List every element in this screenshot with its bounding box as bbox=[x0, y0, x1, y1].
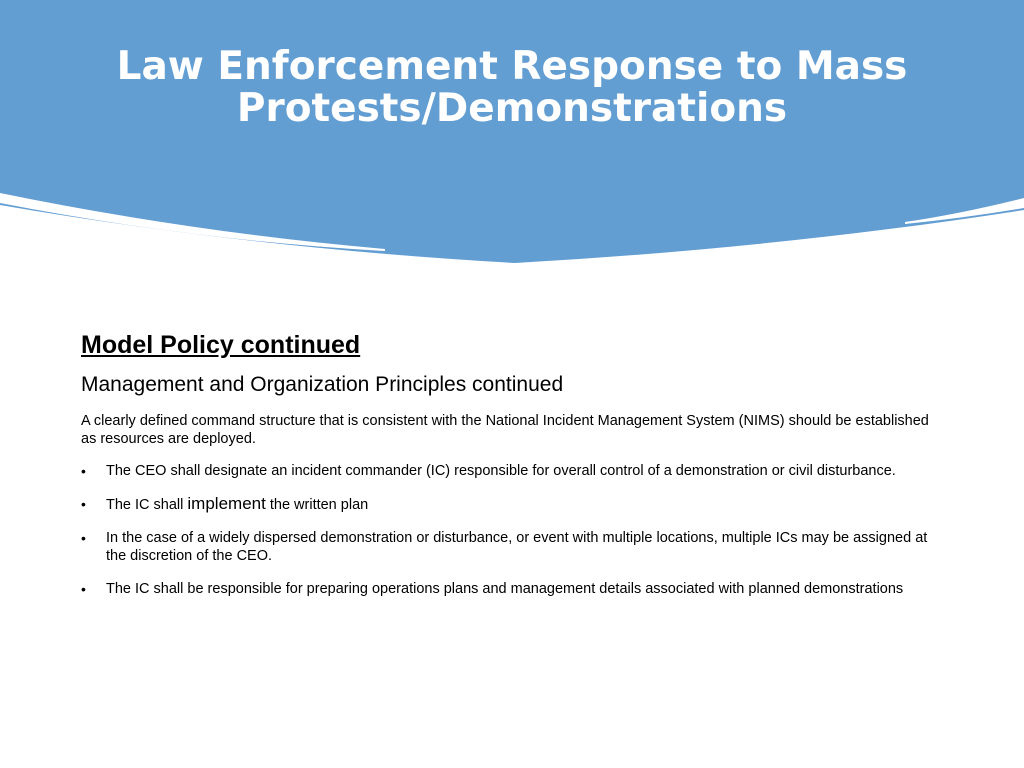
bullet-text: The CEO shall designate an incident commander (IC) responsible for overall control of a demonstration or civil disturbance. bbox=[106, 463, 896, 479]
section-heading: Model Policy continued bbox=[81, 331, 361, 359]
bullet-icon: • bbox=[81, 581, 86, 597]
bullet-item bbox=[81, 580, 931, 598]
slide-title: Law Enforcement Response to Mass Protests/Demonstrations bbox=[116, 44, 908, 131]
bullet-icon: • bbox=[81, 530, 86, 546]
bullet-text-suffix: the written plan bbox=[265, 497, 369, 513]
bullet-icon: • bbox=[81, 496, 86, 512]
bullet-icon: • bbox=[81, 463, 86, 479]
bullet-text: In the case of a widely dispersed demonstration or disturbance, or event with multiple locations, multiple ICs may be assigned at the discretion of the CEO. bbox=[106, 530, 928, 564]
header-wave-shape bbox=[0, 0, 1024, 270]
bullet-text: The IC shall be responsible for preparing operations plans and management details associated with planned demonstrations bbox=[106, 581, 904, 597]
bullet-emphasis: implement bbox=[187, 494, 266, 513]
slide-content bbox=[81, 330, 931, 613]
header-banner bbox=[0, 0, 1024, 270]
intro-paragraph: A clearly defined command structure that is consistent with the National Incident Management System (NIMS) should be established as resources are deployed. bbox=[81, 413, 929, 447]
bullet-item bbox=[81, 495, 931, 514]
bullet-text-prefix: The IC shall bbox=[106, 497, 188, 513]
bullet-item bbox=[81, 529, 931, 565]
bullet-item bbox=[81, 462, 931, 480]
bullet-list bbox=[81, 462, 931, 598]
subheading: Management and Organization Principles continued bbox=[81, 373, 564, 396]
